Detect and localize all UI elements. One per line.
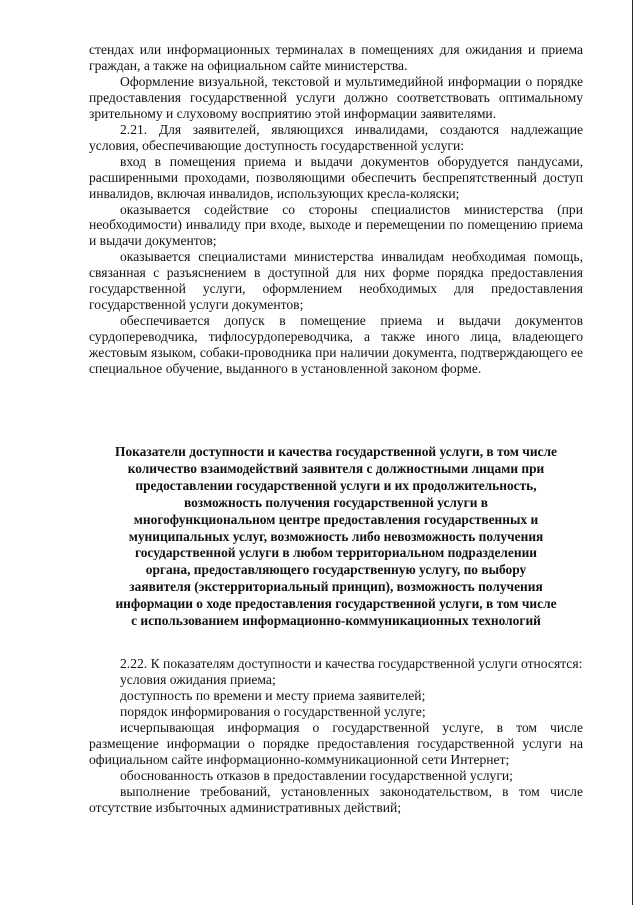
paragraph: условия ожидания приема; bbox=[120, 671, 276, 687]
paragraph: 2.21. Для заявителей, являющихся инвалидами, создаются надлежащие условия, обеспечивающие доступность государственной услуги: bbox=[89, 121, 583, 153]
heading-line: муниципальных услуг, возможность либо невозможность получения bbox=[128, 528, 544, 544]
paragraph: оказывается содействие со стороны специалистов министерства (при необходимости) инвалиду при входе, выходе и перемещении по помещению приема и выдачи документов; bbox=[89, 201, 583, 249]
paragraph: исчерпывающая информация о государственной услуге, в том числе размещение информации о порядке предоставления государственной услуги на официальном сайте информационно-коммуникационной сети Интернет; bbox=[89, 719, 583, 767]
heading-line: органа, предоставляющего государственную услугу, по выбору bbox=[145, 562, 527, 578]
paragraph: Оформление визуальной, текстовой и мультимедийной информации о порядке предоставления государственной услуги должно соответствовать оптимальному зрительному и слуховому восприятию этой информации заявителями. bbox=[89, 73, 583, 121]
scan-edge-divider bbox=[632, 0, 633, 905]
heading-line: с использованием информационно-коммуникационных технологий bbox=[131, 613, 541, 629]
heading-line: многофункциональном центре предоставления государственных и bbox=[133, 511, 539, 527]
paragraph: обоснованность отказов в предоставлении государственной услуги; bbox=[120, 767, 513, 783]
section-heading bbox=[89, 444, 583, 630]
top-text-section bbox=[89, 42, 583, 377]
paragraph: выполнение требований, установленных законодательством, в том числе отсутствие избыточных административных действий; bbox=[89, 783, 583, 815]
heading-line: Показатели доступности и качества государственной услуги, в том числе bbox=[115, 444, 557, 459]
heading-line: возможность получения государственной услуги в bbox=[183, 494, 489, 510]
paragraph: вход в помещения приема и выдачи документов оборудуется пандусами, расширенными проходами, позволяющими обеспечить беспрепятственный доступ инвалидов, включая инвалидов, использующих кресла-коляски; bbox=[89, 153, 583, 201]
heading-line: количество взаимодействий заявителя с должностными лицами при bbox=[127, 460, 545, 476]
paragraph: доступность по времени и месту приема заявителей; bbox=[120, 687, 426, 703]
heading-line: заявителя (экстерриториальный принцип), возможность получения bbox=[129, 579, 543, 595]
paragraph: 2.22. К показателям доступности и качества государственной услуги относятся: bbox=[120, 656, 583, 671]
heading-line: государственной услуги в любом территориальном подразделении bbox=[134, 545, 537, 561]
heading-line: предоставлении государственной услуги и их продолжительность, bbox=[135, 477, 537, 493]
paragraph: обеспечивается допуск в помещение приема и выдачи документов сурдопереводчика, тифлосурдопереводчика, а также иного лица, владеющего жестовым языком, собаки-проводника при наличии документа, подтверждающего ее специальное обучение, выданного в установленной законом форме. bbox=[89, 313, 583, 377]
paragraph: порядок информирования о государственной услуге; bbox=[120, 703, 426, 719]
paragraph: оказывается специалистами министерства инвалидам необходимая помощь, связанная с разъяснением в доступной для них форме порядка предоставления государственной услуги, оформлением необходимых для предоставления государственной услуги документов; bbox=[89, 249, 583, 313]
bottom-text-section bbox=[89, 656, 583, 816]
paragraph: стендах или информационных терминалах в помещениях для ожидания и приема граждан, а также на официальном сайте министерства. bbox=[89, 42, 583, 73]
heading-line: информации о ходе предоставления государственной услуги, в том числе bbox=[115, 596, 557, 612]
